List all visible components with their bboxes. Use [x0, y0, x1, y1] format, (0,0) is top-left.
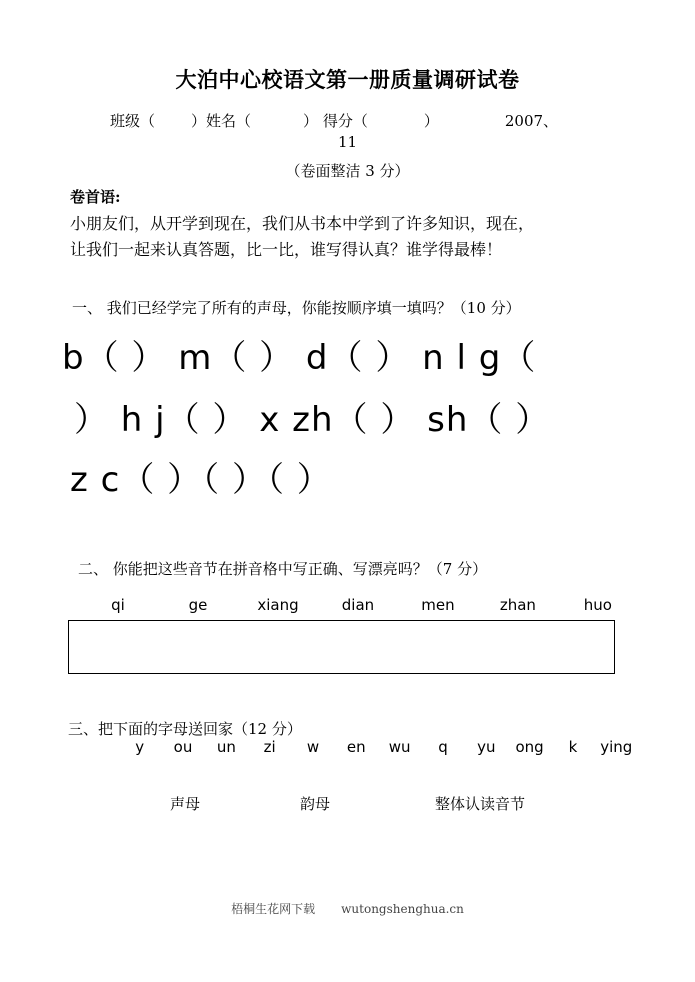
letter-token: k [568, 738, 578, 756]
name-close-paren: ） [303, 112, 319, 130]
category-label: 整体认读音节 [435, 795, 526, 813]
date-month: 11 [337, 133, 358, 151]
question-1-pinyin-row: b（ ） m（ ） d（ ） n l g（ [62, 338, 537, 378]
syllable-token: qi [111, 596, 125, 614]
student-info-line [110, 110, 630, 131]
syllable-token: dian [341, 596, 375, 614]
footer-site-name: 梧桐生花网下载 [231, 902, 316, 916]
syllable-token: huo [583, 596, 612, 614]
letter-token: q [438, 738, 448, 756]
preface-body [70, 211, 650, 263]
preface-label: 卷首语: [70, 188, 121, 206]
letter-token: ong [515, 738, 544, 756]
letter-token: w [306, 738, 320, 756]
letter-token: zi [263, 738, 276, 756]
question-1-heading: 一、 我们已经学完了所有的声母，你能按顺序填一填吗？（10 分） [72, 299, 521, 317]
letter-token: y [135, 738, 145, 756]
footer-site-url: wutongshenghua.cn [341, 902, 464, 916]
question-2-heading: 二、 你能把这些音节在拼音格中写正确、写漂亮吗？（7 分） [78, 560, 488, 578]
preface-line-2: 让我们一起来认真答题，比一比，谁写得认真？谁学得最棒！ [70, 240, 503, 259]
letter-token: ou [173, 738, 193, 756]
syllable-token: ge [188, 596, 208, 614]
letter-token: ying [600, 738, 633, 756]
question-2-writing-box[interactable] [68, 620, 615, 674]
name-label: 姓名（ [206, 112, 252, 130]
preface-line-1: 小朋友们，从开学到现在，我们从书本中学到了许多知识，现在， [70, 214, 535, 233]
page-title: 大泊中心校语文第一册质量调研试卷 [175, 67, 520, 92]
syllable-token: zhan [499, 596, 536, 614]
letter-token: yu [477, 738, 496, 756]
score-close-paren: ） [423, 112, 439, 130]
score-label: 得分（ [322, 112, 368, 130]
neatness-note: （卷面整洁 3 分） [285, 162, 410, 180]
question-3-letter-row [118, 738, 638, 756]
question-2-syllable-row [78, 596, 638, 614]
category-label: 韵母 [300, 795, 331, 813]
class-label: 班级（ [110, 112, 156, 130]
syllable-token: xiang [257, 596, 299, 614]
question-1-pinyin-row: z c（ ）（ ）（ ） [70, 460, 332, 500]
letter-token: un [216, 738, 236, 756]
category-label: 声母 [170, 795, 201, 813]
class-close-paren: ） [191, 112, 207, 130]
footer [0, 900, 695, 917]
letter-token: wu [388, 738, 411, 756]
question-3-heading: 三、把下面的字母送回家（12 分） [68, 720, 302, 738]
syllable-token: men [421, 596, 455, 614]
letter-token: en [346, 738, 366, 756]
question-1-pinyin-row: ） h j（ ） x zh（ ） sh（ ） [74, 400, 551, 440]
date-year: 2007、 [504, 112, 559, 130]
